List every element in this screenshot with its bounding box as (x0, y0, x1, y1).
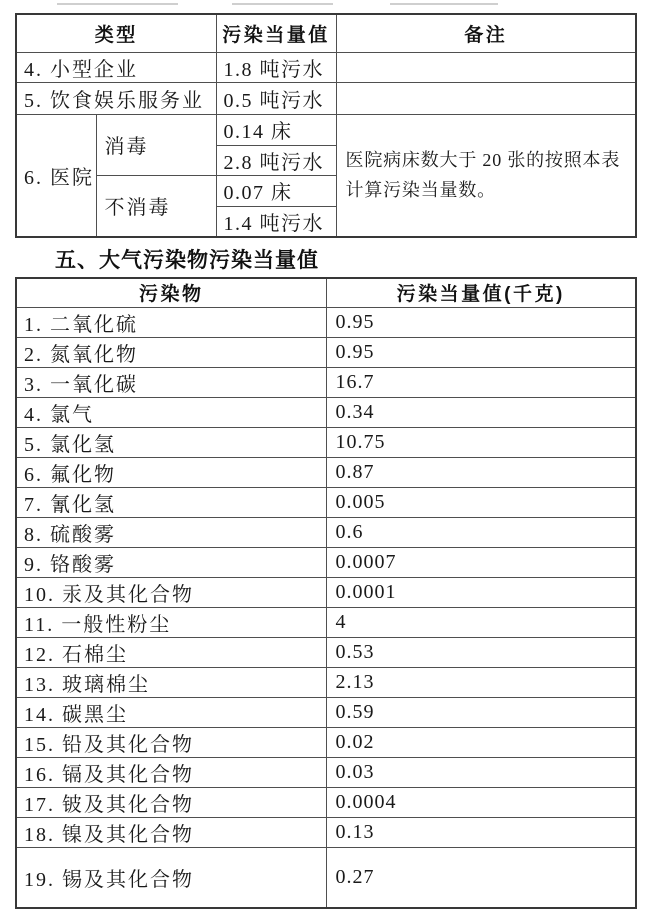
table-header-row (16, 14, 636, 52)
table-row (16, 757, 636, 787)
cut-off-row-remnant (232, 3, 333, 5)
pollutant-cell: 8. 硫酸雾 (16, 517, 326, 547)
no-disinfect-cell: 不消毒 (96, 175, 216, 237)
equivalent-value-cell: 0.005 (326, 487, 636, 517)
hospital-note-cell: 医院病床数大于 20 张的按照本表计算污染当量数。 (336, 114, 636, 237)
table-row (16, 457, 636, 487)
pollutant-cell: 4. 氯气 (16, 397, 326, 427)
table-header-row (16, 278, 636, 307)
pollutant-cell: 18. 镍及其化合物 (16, 817, 326, 847)
air-pollutant-table (15, 277, 637, 909)
table-row (16, 697, 636, 727)
header-equivalent: 污染当量值 (216, 14, 336, 52)
pollutant-cell: 12. 石棉尘 (16, 637, 326, 667)
disinfect-cell: 消毒 (96, 114, 216, 175)
equivalent-value-cell: 0.0004 (326, 787, 636, 817)
header-type: 类型 (16, 14, 216, 52)
equivalent-value-cell: 0.02 (326, 727, 636, 757)
table-row (16, 397, 636, 427)
air-table-body (16, 307, 636, 908)
equivalent-value-cell: 0.07 床 (216, 175, 336, 206)
table-row (16, 847, 636, 908)
equivalent-value-cell: 0.03 (326, 757, 636, 787)
equivalent-value-cell: 1.8 吨污水 (216, 52, 336, 82)
table-row (16, 114, 636, 145)
header-equivalent-kg: 污染当量值(千克) (326, 278, 636, 307)
pollutant-cell: 3. 一氧化碳 (16, 367, 326, 397)
note-cell (336, 52, 636, 82)
pollutant-cell: 10. 汞及其化合物 (16, 577, 326, 607)
pollutant-cell: 9. 铬酸雾 (16, 547, 326, 577)
equivalent-value-cell: 0.95 (326, 307, 636, 337)
note-cell (336, 82, 636, 114)
pollutant-cell: 5. 氯化氢 (16, 427, 326, 457)
equivalent-value-cell: 0.53 (326, 637, 636, 667)
pollutant-cell: 13. 玻璃棉尘 (16, 667, 326, 697)
header-pollutant: 污染物 (16, 278, 326, 307)
table-row (16, 427, 636, 457)
equivalent-value-cell: 2.13 (326, 667, 636, 697)
table-row (16, 577, 636, 607)
cut-off-row-remnant (57, 3, 178, 5)
pollutant-cell: 19. 锡及其化合物 (16, 847, 326, 908)
header-note: 备注 (336, 14, 636, 52)
equivalent-value-cell: 0.13 (326, 817, 636, 847)
pollutant-cell: 11. 一般性粉尘 (16, 607, 326, 637)
equivalent-value-cell: 0.59 (326, 697, 636, 727)
equivalent-value-cell: 0.95 (326, 337, 636, 367)
pollutant-cell: 1. 二氧化硫 (16, 307, 326, 337)
table-row (16, 787, 636, 817)
pollutant-cell: 7. 氰化氢 (16, 487, 326, 517)
table-row (16, 667, 636, 697)
equivalent-value-cell: 0.14 床 (216, 114, 336, 145)
table-row (16, 307, 636, 337)
equivalent-value-cell: 10.75 (326, 427, 636, 457)
pollutant-cell: 14. 碳黑尘 (16, 697, 326, 727)
equivalent-value-cell: 4 (326, 607, 636, 637)
table-row (16, 607, 636, 637)
table-row (16, 817, 636, 847)
equivalent-value-cell: 1.4 吨污水 (216, 206, 336, 237)
type-cell: 5. 饮食娱乐服务业 (16, 82, 216, 114)
table-row (16, 82, 636, 114)
section-heading: 五、大气污染物污染当量值 (55, 249, 319, 272)
equivalent-value-cell: 0.34 (326, 397, 636, 427)
table-row (16, 727, 636, 757)
table-row (16, 547, 636, 577)
equivalent-value-cell: 2.8 吨污水 (216, 145, 336, 175)
water-pollutant-table (15, 13, 637, 238)
equivalent-value-cell: 0.27 (326, 847, 636, 908)
pollutant-cell: 2. 氮氧化物 (16, 337, 326, 367)
type-cell: 4. 小型企业 (16, 52, 216, 82)
table-row (16, 487, 636, 517)
table-row (16, 337, 636, 367)
equivalent-value-cell: 0.87 (326, 457, 636, 487)
table-row (16, 367, 636, 397)
pollutant-cell: 15. 铅及其化合物 (16, 727, 326, 757)
hospital-type-cell: 6. 医院 (16, 114, 96, 237)
equivalent-value-cell: 0.0007 (326, 547, 636, 577)
table-row (16, 637, 636, 667)
equivalent-value-cell: 0.0001 (326, 577, 636, 607)
pollutant-cell: 17. 铍及其化合物 (16, 787, 326, 817)
table-row (16, 517, 636, 547)
table-row (16, 52, 636, 82)
pollutant-cell: 6. 氟化物 (16, 457, 326, 487)
equivalent-value-cell: 16.7 (326, 367, 636, 397)
equivalent-value-cell: 0.6 (326, 517, 636, 547)
cut-off-row-remnant (390, 3, 498, 5)
equivalent-value-cell: 0.5 吨污水 (216, 82, 336, 114)
pollutant-cell: 16. 镉及其化合物 (16, 757, 326, 787)
